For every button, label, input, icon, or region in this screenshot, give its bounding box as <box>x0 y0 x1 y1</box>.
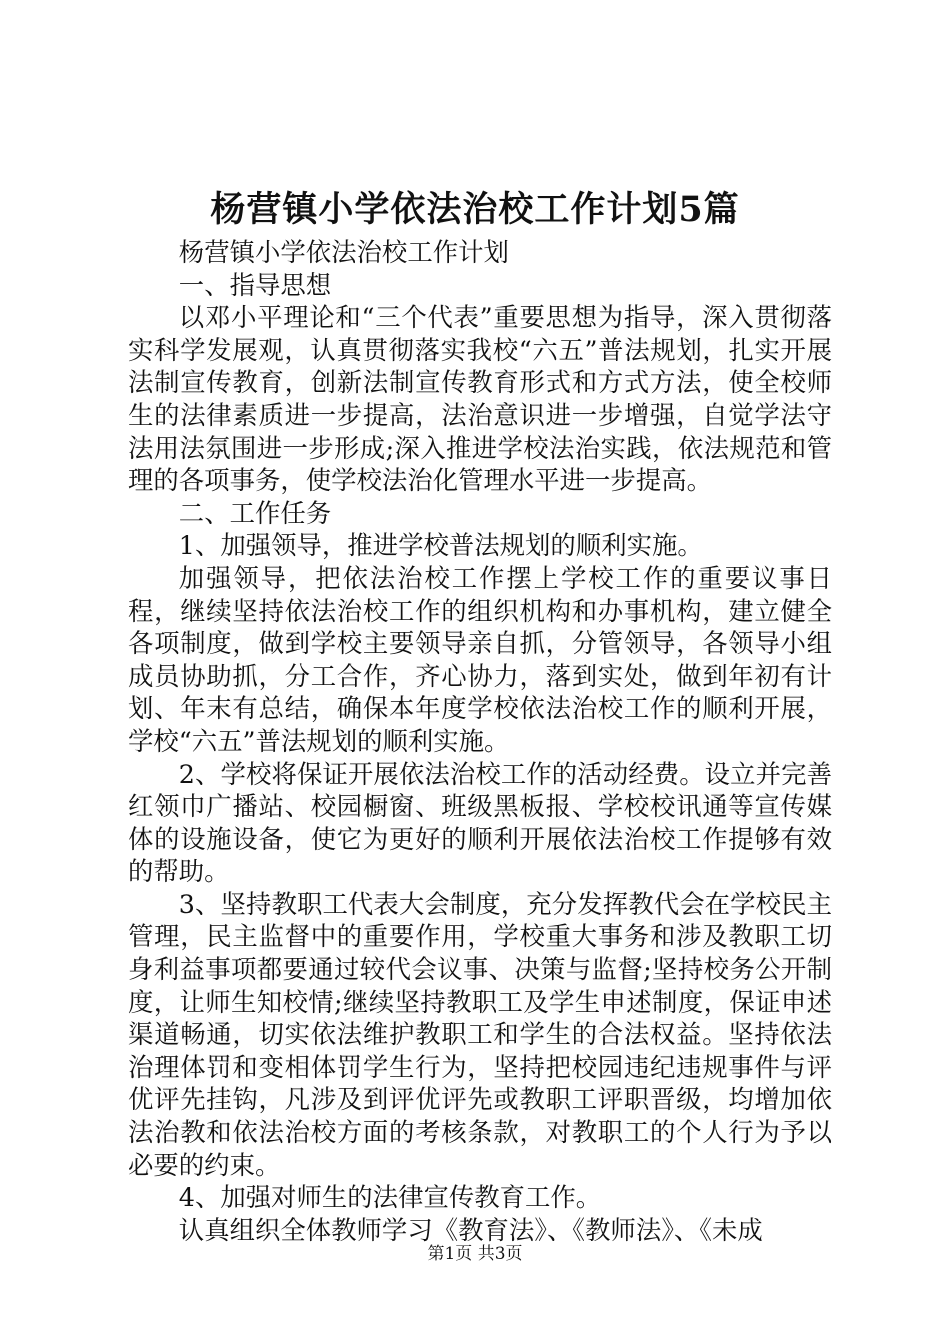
task-item-3: 3、坚持教职工代表大会制度，充分发挥教代会在学校民主管理，民主监督中的重要作用，学校重大事务和涉及教职工切身利益事项都要通过较代会议事、决策与监督;坚持校务公开制度，让师生知校情;继续坚持教职工及学生申述制度，保证申述渠道畅通，切实依法维护教职工和学生的合法权益。坚持依法治理体罚和变相体罚学生行为，坚持把校园违纪违规事件与评优评先挂钩，凡涉及到评优评先或教职工评职晋级，均增加依法治教和依法治校方面的考核条款，对教职工的个人行为予以必要的约束。 <box>128 888 832 1180</box>
task-item-4-body: 认真组织全体教师学习《教育法》、《教师法》、《未成 <box>178 1214 763 1245</box>
page-footer: 第1页 共3页 <box>427 1244 523 1264</box>
heading-work-tasks: 二、工作任务 <box>178 497 332 528</box>
task-item-1-body: 加强领导，把依法治校工作摆上学校工作的重要议事日程，继续坚持依法治校工作的组织机构和办事机构，建立健全各项制度，做到学校主要领导亲自抓，分管领导，各领导小组成员协助抓，分工合作，齐心协力，落到实处，做到年初有计划、年末有总结，确保本年度学校依法治校工作的顺利开展，学校“六五”普法规划的顺利实施。 <box>128 562 832 756</box>
document-title: 杨营镇小学依法治校工作计划5篇 <box>210 189 740 230</box>
task-item-2: 2、学校将保证开展依法治校工作的活动经费。设立并完善红领巾广播站、校园橱窗、班级黑板报、学校校讯通等宣传媒体的设施设备，使它为更好的顺利开展依法治校工作提够有效的帮助。 <box>128 758 832 887</box>
task-item-1-heading: 1、加强领导，推进学校普法规划的顺利实施。 <box>178 530 703 561</box>
paragraph-guiding-ideology: 以邓小平理论和“三个代表”重要思想为指导，深入贯彻落实科学发展观，认真贯彻落实我校“六五”普法规划，扎实开展法制宣传教育，创新法制宣传教育形式和方式方法，使全校师生的法律素质进一步提高，法治意识进一步增强，自觉学法守法用法氛围进一步形成;深入推进学校法治实践，依法规范和管理的各项事务，使学校法治化管理水平进一步提高。 <box>128 302 832 496</box>
document-body <box>128 236 832 1246</box>
task-item-4-heading: 4、加强对师生的法律宣传教育工作。 <box>178 1182 602 1213</box>
paragraph-subtitle: 杨营镇小学依法治校工作计划 <box>178 237 509 267</box>
heading-guiding-ideology: 一、指导思想 <box>178 269 332 300</box>
